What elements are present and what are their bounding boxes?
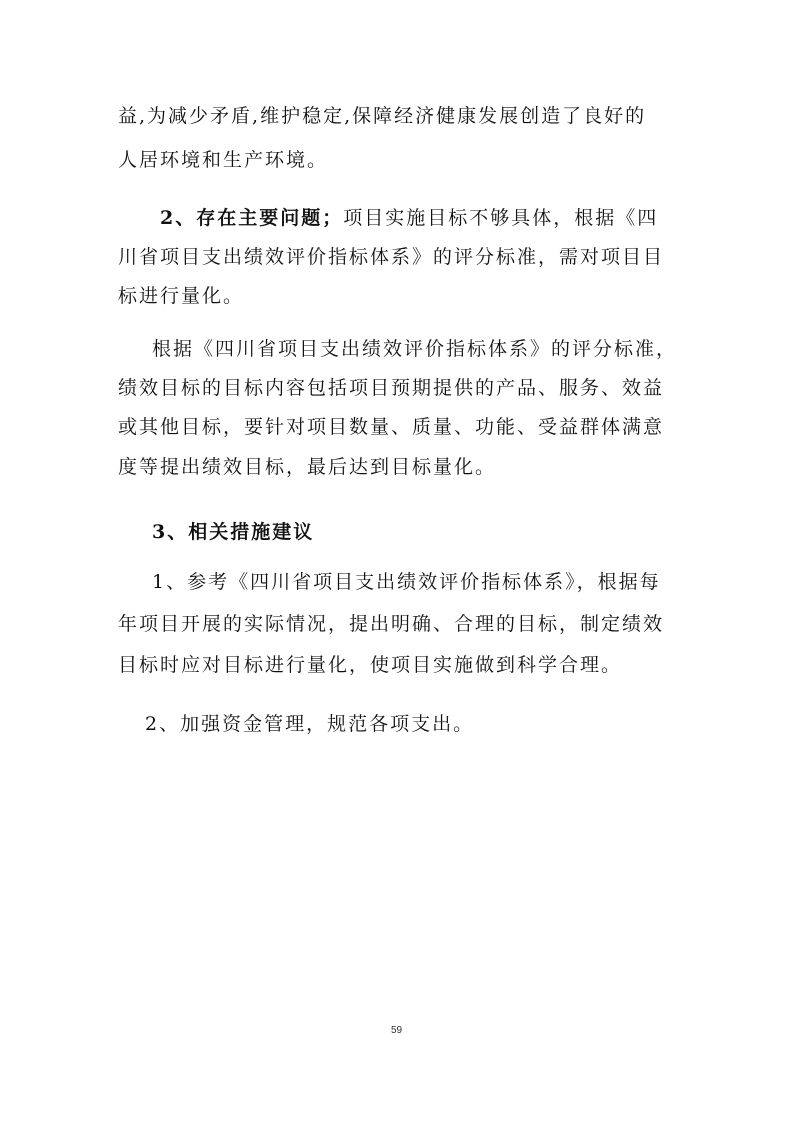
- paragraph-3-line-3: 或其他目标，要针对项目数量、质量、功能、受益群体满意: [118, 416, 665, 438]
- paragraph-2-line-3: 标进行量化。: [118, 285, 245, 307]
- paragraph-5-line-3: 目标时应对目标进行量化，使项目实施做到科学合理。: [118, 654, 623, 676]
- section-3-heading: 3、相关措施建议: [152, 521, 315, 543]
- page-number: 59: [390, 1025, 403, 1036]
- paragraph-1-line-1: 益,为减少矛盾,维护稳定,保障经济健康发展创造了良好的: [118, 105, 647, 127]
- paragraph-5-line-1: 1、参考《四川省项目支出绩效评价指标体系》，根据每: [152, 571, 661, 593]
- paragraph-2-line-2: 川省项目支出绩效评价指标体系》的评分标准，需对项目目: [118, 246, 665, 268]
- paragraph-2-line-1-text: 项目实施目标不够具体，根据《四: [343, 207, 659, 229]
- paragraph-3-line-4: 度等提出绩效目标，最后达到目标量化。: [118, 456, 497, 478]
- paragraph-6-line-1: 2、加强资金管理，规范各项支出。: [145, 713, 475, 735]
- paragraph-1-line-2: 人居环境和生产环境。: [118, 149, 329, 171]
- paragraph-5-line-2: 年项目开展的实际情况，提出明确、合理的目标，制定绩效: [118, 613, 665, 635]
- paragraph-2-line-1: [160, 206, 658, 230]
- paragraph-3-line-1: 根据《四川省项目支出绩效评价指标体系》的评分标准，: [152, 338, 678, 360]
- paragraph-3-line-2: 绩效目标的目标内容包括项目预期提供的产品、服务、效益: [118, 377, 665, 399]
- section-2-heading: 2、存在主要问题；: [160, 207, 344, 229]
